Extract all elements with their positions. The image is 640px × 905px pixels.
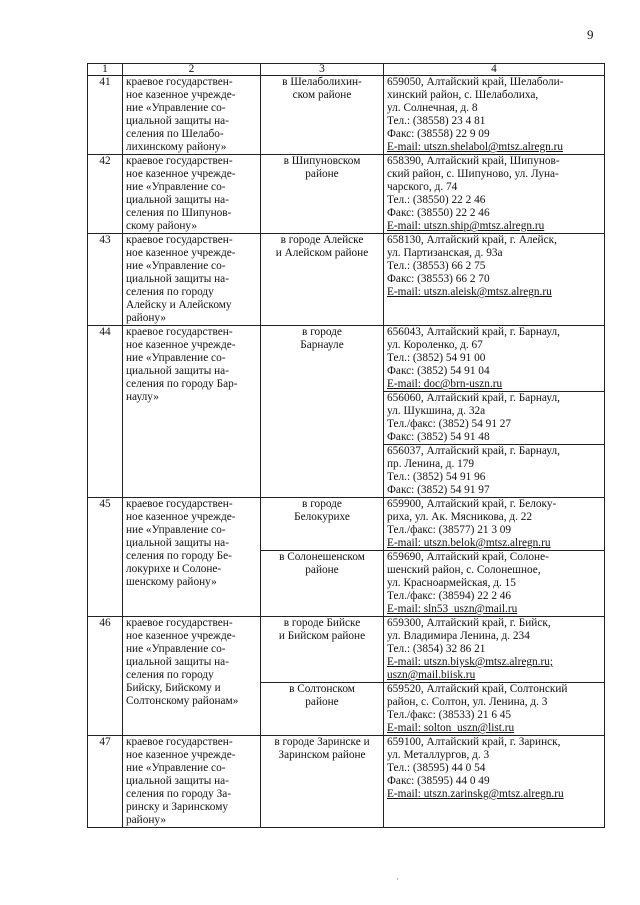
table-row	[88, 617, 605, 683]
institution-name	[123, 76, 261, 155]
text-line: E-mail: sln53_uszn@mail.ru	[387, 603, 518, 615]
text-line: в Солтонском	[289, 683, 355, 695]
text-line: Тел./факс: (38594) 22 2 46	[387, 590, 512, 602]
text-line: Факс: (38553) 66 2 70	[387, 273, 490, 285]
text-line: ул. Шукшина, д. 32а	[387, 405, 486, 417]
text-line: скому району»	[126, 220, 197, 232]
text-line: селения по городу За-	[126, 788, 232, 800]
text-line: Тел.: (3852) 54 91 00	[387, 352, 486, 364]
text-line: Факс: (3852) 54 91 48	[387, 431, 490, 443]
text-line: циальной защиты на-	[126, 273, 229, 285]
service-area	[261, 76, 384, 155]
text-line: Солтонскому районам»	[126, 695, 239, 707]
text-line: ринску и Заринскому	[126, 801, 228, 813]
table-header-row	[88, 64, 605, 76]
contact-info	[384, 736, 605, 828]
text-line: 656060, Алтайский край, г. Барнаул,	[387, 392, 560, 404]
text-line: Тел.: (38550) 22 2 46	[387, 194, 486, 206]
text-line: в городе	[302, 498, 342, 510]
text-line: краевое государствен-	[126, 617, 233, 629]
text-line: циальной защиты на-	[126, 656, 229, 668]
text-line: Барнауле	[300, 339, 344, 351]
text-line: ние «Управление со-	[126, 643, 226, 655]
text-line: циальной защиты на-	[126, 194, 229, 206]
text-line: ное казенное учрежде-	[126, 247, 236, 259]
text-line: Тел.: (38553) 66 2 75	[387, 260, 486, 272]
text-line: локурихе и Солоне-	[126, 563, 222, 575]
row-number: 45	[88, 498, 123, 617]
service-area	[261, 551, 384, 617]
text-line: Алейску и Алейскому	[126, 299, 232, 311]
text-line: 656037, Алтайский край, г. Барнаул,	[387, 445, 560, 457]
service-area	[261, 736, 384, 828]
table-row	[88, 76, 605, 155]
text-line: 656043, Алтайский край, г. Барнаул,	[387, 326, 560, 338]
header-col-4: 4	[384, 64, 605, 76]
text-line: селения по Шипунов-	[126, 207, 232, 219]
text-line: ное казенное учрежде-	[126, 339, 236, 351]
text-line: ние «Управление со-	[126, 524, 226, 536]
text-line: краевое государствен-	[126, 736, 233, 748]
header-col-1: 1	[88, 64, 123, 76]
text-line: районе	[305, 564, 339, 576]
contact-info	[384, 445, 605, 498]
text-line: шенскому району»	[126, 576, 217, 588]
text-line: в городе	[302, 326, 342, 338]
institution-name	[123, 498, 261, 617]
header-col-2: 2	[123, 64, 261, 76]
text-line: Тел./факс: (38533) 21 6 45	[387, 709, 512, 721]
text-line: 658390, Алтайский край, Шипунов-	[387, 155, 560, 167]
text-line: району»	[126, 814, 166, 826]
text-line: в Шелаболихин-	[282, 76, 362, 88]
page-number: 9	[587, 27, 594, 42]
text-line: E-mail: utszn.shelabol@mtsz.alregn.ru	[387, 141, 564, 153]
text-line: ский район, с. Шипуново, ул. Луна-	[387, 168, 559, 180]
row-number: 44	[88, 326, 123, 498]
text-line: ние «Управление со-	[126, 102, 226, 114]
text-line: селения по городу Бар-	[126, 378, 238, 390]
text-line: ное казенное учрежде-	[126, 630, 236, 642]
text-line: Тел.: (38595) 44 0 54	[387, 762, 486, 774]
text-line: ул. Короленко, д. 67	[387, 339, 483, 351]
service-area	[261, 234, 384, 326]
text-line: и Бийском районе	[278, 630, 366, 642]
text-line: 659900, Алтайский край, г. Белоку-	[387, 498, 557, 510]
header-col-3: 3	[261, 64, 384, 76]
text-line: в Шипуновском	[283, 155, 361, 167]
institution-name	[123, 617, 261, 736]
text-line: 659050, Алтайский край, Шелаболи-	[387, 76, 564, 88]
contact-info	[384, 683, 605, 736]
row-number: 47	[88, 736, 123, 828]
text-line: в Солонешенском	[279, 551, 365, 563]
text-line: пр. Ленина, д. 179	[387, 458, 475, 470]
contact-info	[384, 76, 605, 155]
row-number: 41	[88, 76, 123, 155]
text-line: в городе Бийске	[283, 617, 361, 629]
institution-name	[123, 326, 261, 498]
text-line: 659300, Алтайский край, г. Бийск,	[387, 617, 551, 629]
text-line: районе	[305, 168, 339, 180]
text-line: E-mail: doc@brn-uszn.ru	[387, 378, 503, 390]
text-line: Факс: (38558) 22 9 09	[387, 128, 490, 140]
text-line: селения по городу Бе-	[126, 550, 232, 562]
text-line: циальной защиты на-	[126, 537, 229, 549]
text-line: краевое государствен-	[126, 155, 233, 167]
text-line: районе	[305, 696, 339, 708]
text-line: 659690, Алтайский край, Солоне-	[387, 551, 549, 563]
text-line: 659520, Алтайский край, Солтонский	[387, 683, 568, 695]
service-area	[261, 155, 384, 234]
contact-info	[384, 551, 605, 617]
service-area	[261, 617, 384, 683]
text-line: E-mail: utszn.aleisk@mtsz.alregn.ru	[387, 286, 552, 298]
offices-table	[87, 63, 605, 828]
text-line: наулу»	[126, 391, 159, 403]
row-number: 42	[88, 155, 123, 234]
institution-name	[123, 234, 261, 326]
contact-info	[384, 234, 605, 326]
text-line: ное казенное учрежде-	[126, 749, 236, 761]
contact-info	[384, 392, 605, 445]
text-line: Тел.: (3852) 54 91 96	[387, 471, 486, 483]
text-line: ное казенное учрежде-	[126, 89, 236, 101]
table-row	[88, 234, 605, 326]
text-line: ул. Красноармейская, д. 15	[387, 577, 516, 589]
table-body	[88, 76, 605, 828]
text-line: циальной защиты на-	[126, 365, 229, 377]
text-line: ул. Металлургов, д. 3	[387, 749, 490, 761]
text-line: краевое государствен-	[126, 234, 233, 246]
service-area	[261, 683, 384, 736]
text-line: Белокурихе	[294, 511, 350, 523]
text-line: району»	[126, 312, 166, 324]
contact-info	[384, 155, 605, 234]
text-line: Факс: (38595) 44 0 49	[387, 775, 490, 787]
text-line: краевое государствен-	[126, 326, 233, 338]
text-line: ное казенное учрежде-	[126, 168, 236, 180]
text-line: краевое государствен-	[126, 498, 233, 510]
text-line: Факс: (38550) 22 2 46	[387, 207, 490, 219]
text-line: 658130, Алтайский край, г. Алейск,	[387, 234, 557, 246]
text-line: Факс: (3852) 54 91 97	[387, 484, 490, 496]
text-line: район, с. Солтон, ул. Ленина, д. 3	[387, 696, 548, 708]
text-line: хинский район, с. Шелаболиха,	[387, 89, 539, 101]
text-line: в городе Заринске и	[274, 736, 370, 748]
text-line: шенский район, с. Солонешное,	[387, 564, 541, 576]
text-line: ском районе	[292, 89, 352, 101]
row-number: 46	[88, 617, 123, 736]
text-line: циальной защиты на-	[126, 775, 229, 787]
text-line: ул. Владимира Ленина, д. 234	[387, 630, 530, 642]
text-line: Тел.: (38558) 23 4 81	[387, 115, 486, 127]
table-row	[88, 326, 605, 392]
text-line: и Алейском районе	[275, 247, 369, 259]
text-line: Заринском районе	[278, 749, 366, 761]
text-line: ние «Управление со-	[126, 352, 226, 364]
text-line: Факс: (3852) 54 91 04	[387, 365, 490, 377]
table-row	[88, 498, 605, 551]
text-line: лихинскому району»	[126, 141, 227, 153]
text-line: Тел.: (3854) 32 86 21	[387, 643, 486, 655]
text-line: ул. Солнечная, д. 8	[387, 102, 478, 114]
service-area	[261, 498, 384, 551]
text-line: ное казенное учрежде-	[126, 511, 236, 523]
table-row	[88, 736, 605, 828]
text-line: ние «Управление со-	[126, 181, 226, 193]
text-line: чарского, д. 74	[387, 181, 458, 193]
contact-info	[384, 326, 605, 392]
text-line: E-mail: utszn.ship@mtsz.alregn.ru	[387, 220, 545, 232]
text-line: Бийску, Бийскому и	[126, 682, 221, 694]
service-area	[261, 326, 384, 498]
institution-name	[123, 736, 261, 828]
text-line: селения по городу	[126, 286, 214, 298]
text-line: риха, ул. Ак. Мясникова, д. 22	[387, 511, 533, 523]
text-line: E-mail: utszn.belok@mtsz.alregn.ru	[387, 537, 551, 549]
text-line: селения по городу	[126, 669, 214, 681]
text-line: селения по Шелабо-	[126, 128, 224, 140]
text-line: ние «Управление со-	[126, 260, 226, 272]
text-line: 659100, Алтайский край, г. Заринск,	[387, 736, 561, 748]
text-line: Тел./факс: (3852) 54 91 27	[387, 418, 512, 430]
text-line: Тел./факс: (38577) 21 3 09	[387, 524, 512, 536]
text-line: ул. Партизанская, д. 93а	[387, 247, 503, 259]
row-number: 43	[88, 234, 123, 326]
text-line: uszn@mail.biisk.ru	[387, 669, 476, 681]
text-line: ние «Управление со-	[126, 762, 226, 774]
text-line: краевое государствен-	[126, 76, 233, 88]
scan-mark: ·	[396, 874, 399, 884]
table-row	[88, 155, 605, 234]
text-line: E-mail: solton_uszn@list.ru	[387, 722, 515, 734]
text-line: E-mail: utszn.zarinskg@mtsz.alregn.ru	[387, 788, 564, 800]
institution-name	[123, 155, 261, 234]
text-line: в городе Алейске	[280, 234, 364, 246]
text-line: циальной защиты на-	[126, 115, 229, 127]
contact-info	[384, 617, 605, 683]
contact-info	[384, 498, 605, 551]
text-line: E-mail: utszn.biysk@mtsz.alregn.ru;	[387, 656, 554, 668]
